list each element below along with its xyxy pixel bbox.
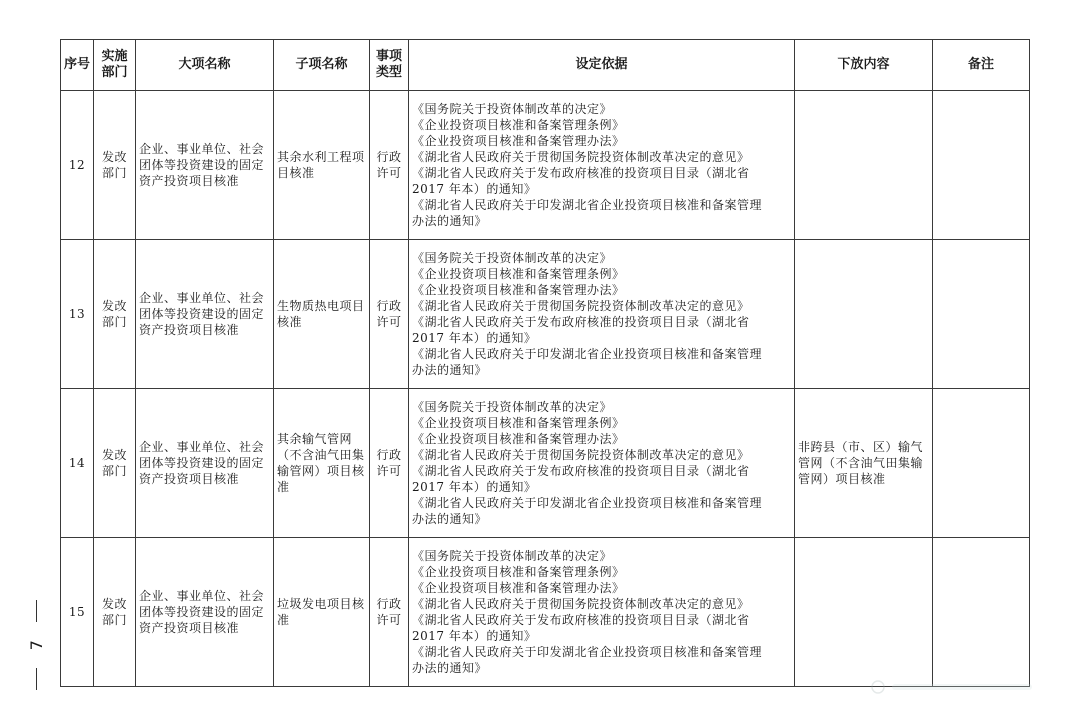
basis-line: 2017 年本）的通知》	[412, 182, 537, 196]
basis-line: 办法的通知》	[412, 512, 488, 526]
cell-notes	[933, 538, 1030, 687]
basis-line: 《湖北省人民政府关于印发湖北省企业投资项目核准和备案管理	[412, 645, 763, 659]
basis-line: 《国务院关于投资体制改革的决定》	[412, 549, 613, 563]
basis-line: 《湖北省人民政府关于发布政府核准的投资项目目录（湖北省	[412, 613, 750, 627]
cell-notes	[933, 91, 1030, 240]
approval-items-table	[60, 39, 1030, 687]
basis-line: 2017 年本）的通知》	[412, 629, 537, 643]
basis-line: 《企业投资项目核准和备案管理办法》	[412, 432, 625, 446]
cell-notes	[933, 240, 1030, 389]
basis-line: 《企业投资项目核准和备案管理条例》	[412, 118, 625, 132]
header-dept: 实施部门	[94, 40, 136, 91]
header-basis: 设定依据	[409, 40, 795, 91]
cell-basis	[409, 240, 795, 389]
cell-dept: 发改部门	[94, 240, 136, 389]
basis-line: 《湖北省人民政府关于发布政府核准的投资项目目录（湖北省	[412, 166, 750, 180]
cell-dept: 发改部门	[94, 538, 136, 687]
cell-delegated	[795, 91, 933, 240]
basis-line: 《企业投资项目核准和备案管理条例》	[412, 267, 625, 281]
cell-seq: 12	[61, 91, 94, 240]
header-seq: 序号	[61, 40, 94, 91]
cell-sub-item: 其余输气管网（不含油气田集输管网）项目核准	[274, 389, 370, 538]
table-row	[61, 240, 1030, 389]
basis-line: 《湖北省人民政府关于贯彻国务院投资体制改革决定的意见》	[412, 299, 750, 313]
basis-line: 2017 年本）的通知》	[412, 480, 537, 494]
table-row	[61, 538, 1030, 687]
cell-delegated	[795, 240, 933, 389]
cell-type: 行政许可	[370, 538, 409, 687]
basis-line: 《湖北省人民政府关于贯彻国务院投资体制改革决定的意见》	[412, 448, 750, 462]
cell-seq: 14	[61, 389, 94, 538]
basis-line: 《国务院关于投资体制改革的决定》	[412, 400, 613, 414]
cell-type: 行政许可	[370, 389, 409, 538]
header-delegated: 下放内容	[795, 40, 933, 91]
basis-line: 2017 年本）的通知》	[412, 331, 537, 345]
cell-type: 行政许可	[370, 240, 409, 389]
cell-major-item: 企业、事业单位、社会团体等投资建设的固定资产投资项目核准	[136, 538, 274, 687]
basis-line: 《湖北省人民政府关于贯彻国务院投资体制改革决定的意见》	[412, 597, 750, 611]
basis-line: 《企业投资项目核准和备案管理办法》	[412, 283, 625, 297]
basis-line: 《湖北省人民政府关于印发湖北省企业投资项目核准和备案管理	[412, 347, 763, 361]
table-header-row	[61, 40, 1030, 91]
basis-line: 《湖北省人民政府关于印发湖北省企业投资项目核准和备案管理	[412, 496, 763, 510]
cell-dept: 发改部门	[94, 91, 136, 240]
table-row	[61, 91, 1030, 240]
cell-delegated: 非跨县（市、区）输气管网（不含油气田集输管网）项目核准	[795, 389, 933, 538]
page-number-dash-top	[36, 600, 37, 622]
header-sub-item: 子项名称	[274, 40, 370, 91]
header-notes: 备注	[933, 40, 1030, 91]
basis-line: 《企业投资项目核准和备案管理条例》	[412, 565, 625, 579]
cell-type: 行政许可	[370, 91, 409, 240]
page-number-text: 7	[26, 639, 46, 651]
cell-delegated	[795, 538, 933, 687]
page-number-dash-bottom	[36, 668, 37, 690]
basis-line: 办法的通知》	[412, 214, 488, 228]
cell-sub-item: 垃圾发电项目核准	[274, 538, 370, 687]
basis-line: 《湖北省人民政府关于发布政府核准的投资项目目录（湖北省	[412, 464, 750, 478]
cell-seq: 13	[61, 240, 94, 389]
page-number	[24, 600, 48, 690]
cell-sub-item: 其余水利工程项目核准	[274, 91, 370, 240]
basis-line: 《国务院关于投资体制改革的决定》	[412, 251, 613, 265]
watermark-icon	[870, 678, 1040, 696]
basis-line: 《国务院关于投资体制改革的决定》	[412, 102, 613, 116]
cell-major-item: 企业、事业单位、社会团体等投资建设的固定资产投资项目核准	[136, 240, 274, 389]
cell-major-item: 企业、事业单位、社会团体等投资建设的固定资产投资项目核准	[136, 389, 274, 538]
cell-major-item: 企业、事业单位、社会团体等投资建设的固定资产投资项目核准	[136, 91, 274, 240]
table-row	[61, 389, 1030, 538]
cell-notes	[933, 389, 1030, 538]
basis-line: 办法的通知》	[412, 661, 488, 675]
cell-dept: 发改部门	[94, 389, 136, 538]
header-major-item: 大项名称	[136, 40, 274, 91]
cell-sub-item: 生物质热电项目核准	[274, 240, 370, 389]
cell-seq: 15	[61, 538, 94, 687]
basis-line: 《企业投资项目核准和备案管理办法》	[412, 581, 625, 595]
basis-line: 《湖北省人民政府关于贯彻国务院投资体制改革决定的意见》	[412, 150, 750, 164]
header-type: 事项类型	[370, 40, 409, 91]
cell-basis	[409, 389, 795, 538]
basis-line: 《湖北省人民政府关于印发湖北省企业投资项目核准和备案管理	[412, 198, 763, 212]
basis-line: 《企业投资项目核准和备案管理条例》	[412, 416, 625, 430]
basis-line: 《企业投资项目核准和备案管理办法》	[412, 134, 625, 148]
basis-line: 《湖北省人民政府关于发布政府核准的投资项目目录（湖北省	[412, 315, 750, 329]
cell-basis	[409, 538, 795, 687]
cell-basis	[409, 91, 795, 240]
basis-line: 办法的通知》	[412, 363, 488, 377]
